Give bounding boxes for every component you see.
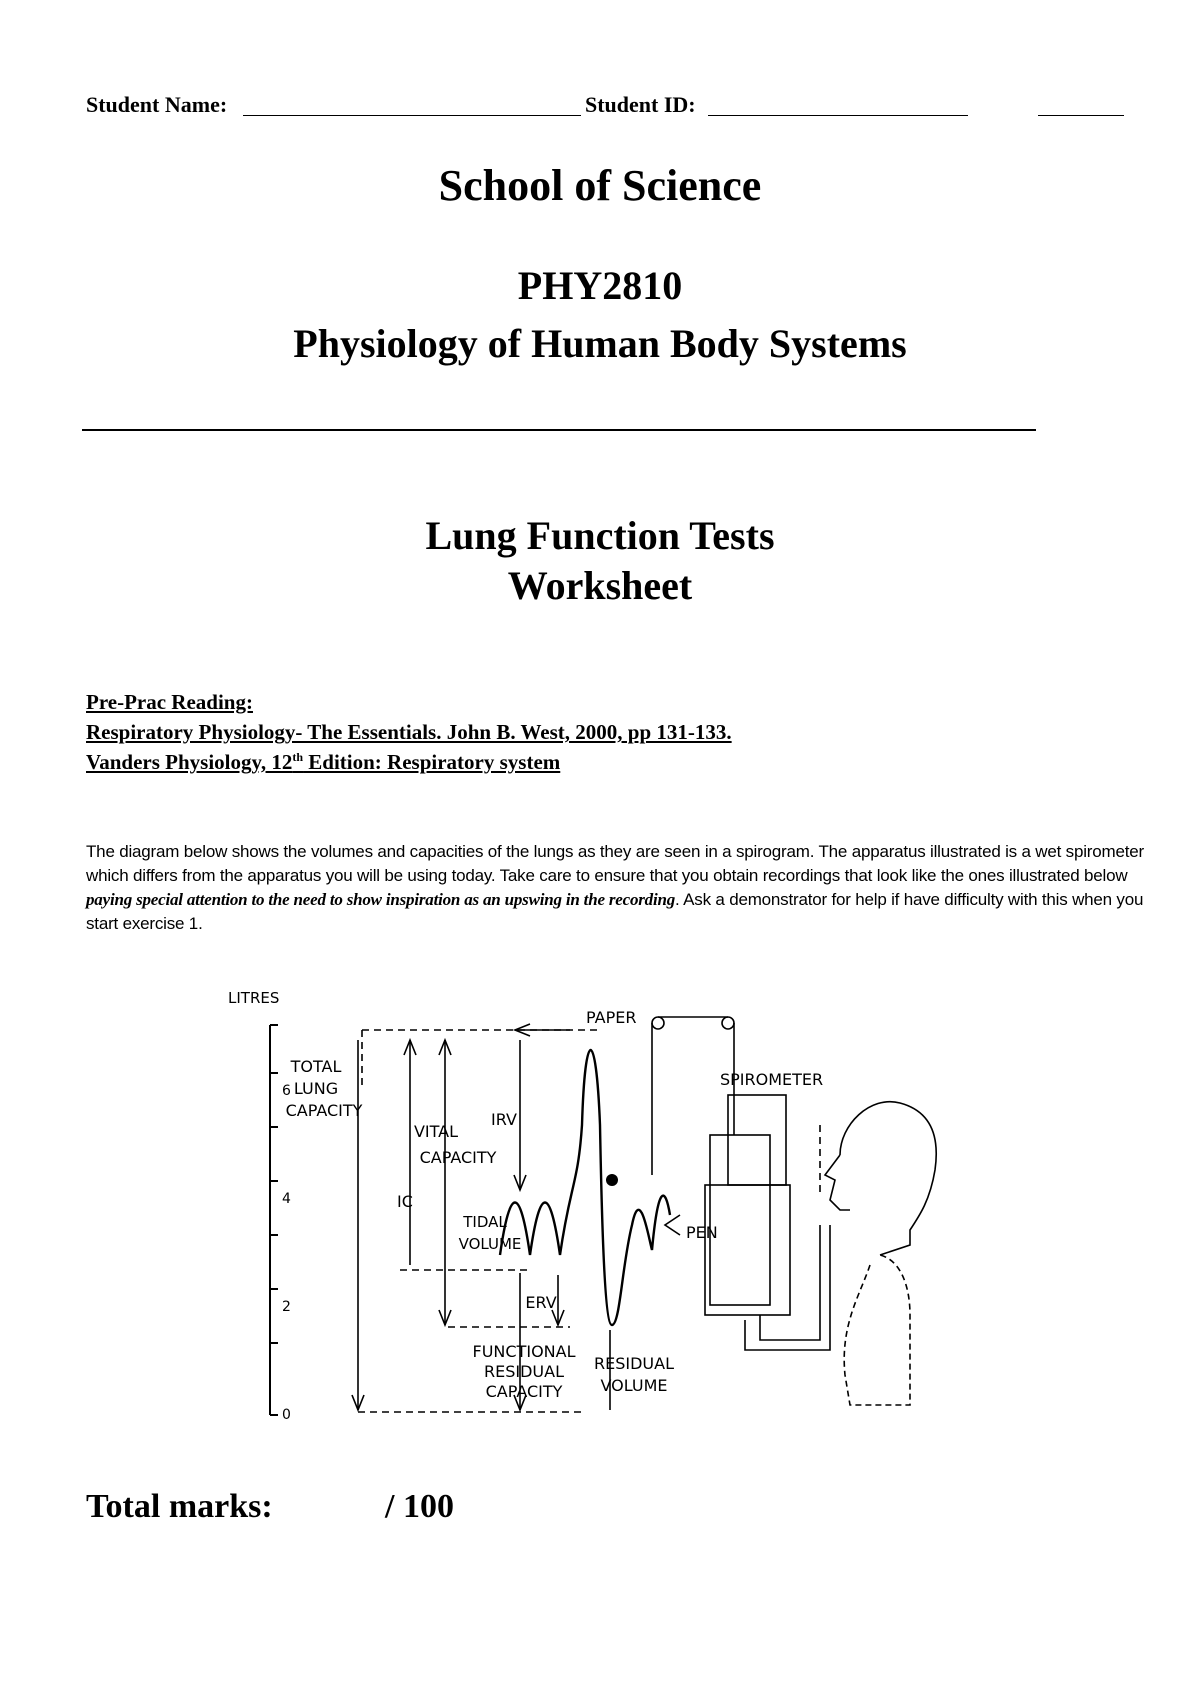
student-id-label: Student ID: (585, 92, 696, 117)
label-tlc-1: TOTAL (290, 1057, 342, 1076)
intro-paragraph: The diagram below shows the volumes and capacities of the lungs as they are seen in a spirogram. The apparatus illustrated is a wet spirometer which differs from the apparatus you will be using today. Take care to ensure that you obtain recordings that look like the ones illustrated below paying special attention to the need to show inspiration as an upswing in the recording. Ask a demonstrator for help if have difficulty with this when you start exercise 1. (86, 842, 1144, 933)
label-frc-1: FUNCTIONAL (472, 1342, 576, 1361)
axis-label: LITRES (228, 989, 280, 1007)
label-tv-1: TIDAL (463, 1213, 507, 1231)
reading-ref-2: Vanders Physiology, 12th Edition: Respiratory system (86, 750, 561, 774)
label-frc-2: RESIDUAL (484, 1362, 564, 1381)
label-rv-2: VOLUME (600, 1376, 668, 1395)
label-frc-3: CAPACITY (485, 1382, 563, 1401)
label-paper: PAPER (586, 1008, 637, 1027)
reading-heading: Pre-Prac Reading: (86, 690, 253, 714)
label-pen: PEN (686, 1223, 718, 1242)
pen-dot (606, 1174, 618, 1186)
student-name-field[interactable] (243, 115, 581, 116)
label-vc-1: VITAL (413, 1122, 459, 1141)
label-vc-2: CAPACITY (419, 1148, 497, 1167)
course-name: Physiology of Human Body Systems (293, 321, 907, 366)
worksheet-title-line-2: Worksheet (507, 563, 693, 608)
label-irv: IRV (491, 1110, 517, 1129)
student-name-label: Student Name: (86, 92, 228, 117)
tick-label-2: 2 (282, 1299, 291, 1315)
label-erv: ERV (525, 1293, 557, 1312)
tick-label-6: 6 (282, 1083, 291, 1099)
label-rv-1: RESIDUAL (594, 1354, 674, 1373)
course-code: PHY2810 (517, 263, 683, 308)
total-marks-value: / 100 (385, 1488, 454, 1525)
tick-label-4: 4 (282, 1191, 291, 1207)
worksheet-title-line-1: Lung Function Tests (425, 513, 775, 558)
label-spirometer: SPIROMETER (720, 1070, 824, 1089)
tick-label-0: 0 (282, 1407, 291, 1423)
reading-ref-1: Respiratory Physiology- The Essentials. John B. West, 2000, pp 131-133. (86, 720, 732, 744)
spirogram-diagram (228, 985, 960, 1425)
total-marks-label: Total marks: (86, 1488, 273, 1525)
extra-blank-field[interactable] (1038, 115, 1124, 116)
label-tv-2: VOLUME (458, 1235, 522, 1253)
label-ic: IC (397, 1192, 413, 1211)
title-divider (82, 429, 1036, 431)
label-tlc-2: LUNG (293, 1079, 339, 1098)
school-title: School of Science (438, 161, 762, 210)
label-tlc-3: CAPACITY (285, 1101, 363, 1120)
student-id-field[interactable] (708, 115, 968, 116)
